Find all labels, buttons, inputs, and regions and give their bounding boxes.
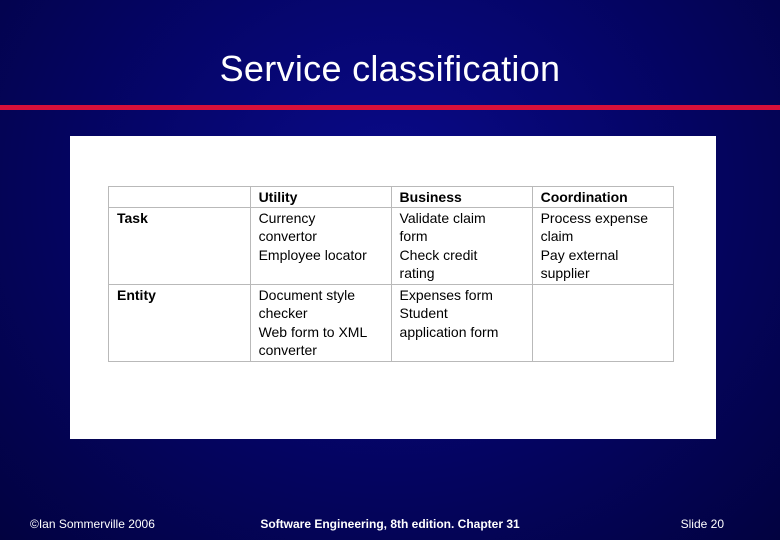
header-cell-corner [109,187,251,208]
header-cell-coordination: Coordination [532,187,673,208]
cell-line: Currency [258,209,316,226]
footer-slide-number: Slide 20 [680,517,724,531]
cell-line: Pay external [540,246,619,263]
cell-line: converter [258,342,317,358]
cell-task-utility [250,207,391,284]
cell-line: Employee locator [258,246,367,263]
table-header-row [109,187,674,208]
service-classification-table [108,186,674,362]
title-divider [0,105,780,110]
header-cell-utility: Utility [250,187,391,208]
cell-line: claim [540,228,574,244]
cell-line: convertor [258,228,317,244]
table-panel [70,136,716,439]
cell-line: rating [399,265,435,281]
cell-line: application form [399,323,499,340]
cell-line: checker [258,305,308,321]
cell-task-coordination [532,207,673,284]
cell-line: Process expense [540,209,648,226]
cell-line: Check credit [399,246,478,263]
cell-line: Expenses form [399,286,493,303]
cell-line: Document style [258,286,356,303]
cell-line: form [399,228,428,244]
cell-entity-coordination [532,284,673,361]
table-row-entity [109,284,674,361]
footer-copyright: ©Ian Sommerville 2006 [30,517,155,531]
cell-line: supplier [540,265,590,281]
table-row-task [109,207,674,284]
cell-line: Validate claim [399,209,486,226]
cell-entity-business [391,284,532,361]
slide-title: Service classification [219,48,561,89]
cell-task-business [391,207,532,284]
header-cell-business: Business [391,187,532,208]
cell-entity-utility [250,284,391,361]
footer-book-title: Software Engineering, 8th edition. Chapter 31 [260,517,520,531]
cell-line: Web form to XML [258,323,368,340]
row-label-task: Task [109,207,251,284]
cell-line: Student [399,305,448,321]
row-label-entity: Entity [109,284,251,361]
